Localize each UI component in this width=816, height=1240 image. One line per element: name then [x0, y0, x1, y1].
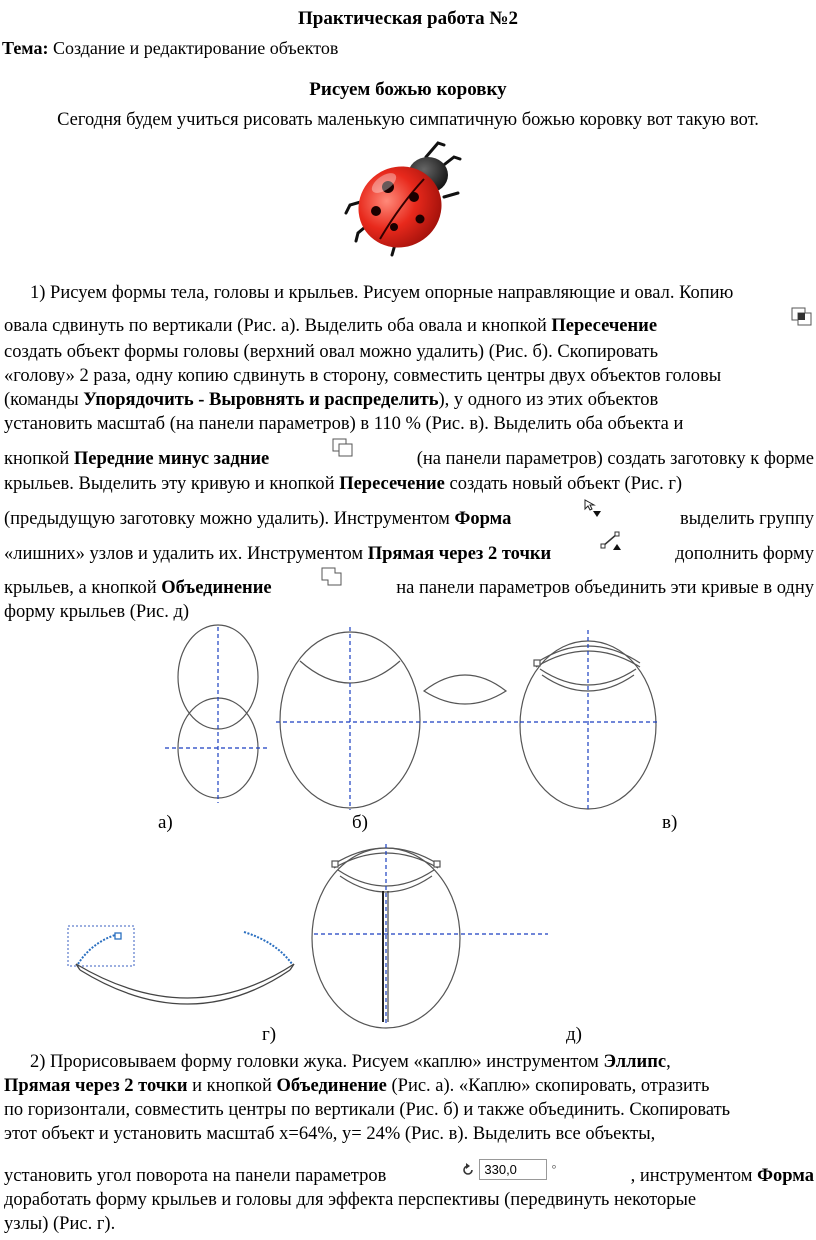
step2-line-5: установить угол поворота на панели параметров 330,0 ° , инструментом Форма — [4, 1166, 814, 1187]
figure-g — [68, 926, 294, 1004]
step2-line-6: доработать форму крыльев и головы для эффекта перспективы (передвинуть некоторые — [4, 1190, 697, 1210]
step2-line-1: 2) Прорисовываем форму головки жука. Рисуем «каплю» инструментом Эллипс, — [30, 1052, 671, 1072]
figure-g-label: г) — [262, 1024, 277, 1045]
rotate-icon — [460, 1162, 476, 1178]
step2-line-2: Прямая через 2 точки и кнопкой Объединение (Рис. а). «Каплю» скопировать, отразить — [4, 1076, 710, 1096]
figure-b-label: б) — [352, 812, 368, 833]
figure-a — [165, 625, 270, 803]
intro-text: Сегодня будем учиться рисовать маленькую симпатичную божью коровку вот такую вот. — [57, 110, 759, 130]
rotation-unit: ° — [551, 1162, 557, 1177]
topic-label: Тема: — [2, 38, 49, 58]
topic-text: Создание и редактирование объектов — [52, 38, 339, 58]
figure-lens — [424, 675, 506, 704]
figure-b — [276, 627, 520, 810]
figure-d-label: д) — [566, 1024, 582, 1045]
rotation-value: 330,0 — [479, 1159, 547, 1180]
figures-row-1 — [0, 625, 816, 815]
intersect-icon — [790, 306, 814, 328]
step1-line-7: кнопкой Передние минус задние (на панели параметров) создать заготовку к форме — [4, 449, 814, 470]
figure-a-label: а) — [158, 812, 173, 833]
step1-line-9: (предыдущую заготовку можно удалить). Инструментом Форма выделить группу — [4, 509, 814, 530]
step1-line-3: создать объект формы головы (верхний овал можно удалить) (Рис. б). Скопировать — [4, 342, 659, 362]
step1-line-1: 1) Рисуем формы тела, головы и крыльев. Рисуем опорные направляющие и овал. Копию — [30, 283, 734, 303]
back-minus-front-icon — [331, 437, 355, 459]
step1-line-12: форму крыльев (Рис. д) — [4, 602, 190, 622]
step2-line-3: по горизонтали, совместить центры по вертикали (Рис. б) и также объединить. Скопировать — [4, 1100, 731, 1120]
ladybug-image — [340, 135, 470, 265]
step1-line-5: (команды Упорядочить - Выровнять и распределить), у одного из этих объектов — [4, 390, 659, 410]
step1-line-8: крыльев. Выделить эту кривую и кнопкой Пересечение создать новый объект (Рис. г) — [4, 474, 683, 494]
step2-line-7: узлы) (Рис. г). — [4, 1214, 116, 1234]
step2-line-4: этот объект и установить масштаб x=64%, y= 24% (Рис. в). Выделить все объекты, — [4, 1124, 656, 1144]
step1-line-11: крыльев, а кнопкой Объединение на панели параметров объединить эти кривые в одну — [4, 578, 814, 599]
rotation-field — [460, 1152, 556, 1187]
step1-line-10: «лишних» узлов и удалить их. Инструментом Прямая через 2 точки дополнить форму — [4, 544, 814, 565]
section-title: Рисуем божью коровку — [309, 79, 507, 100]
figure-v — [520, 630, 660, 811]
line-2-points-icon — [599, 530, 623, 552]
step1-line-4: «голову» 2 раза, одну копию сдвинуть в сторону, совместить центры двух объектов головы — [4, 366, 722, 386]
figure-d — [312, 844, 548, 1028]
topic-line — [2, 38, 338, 59]
page-title: Практическая работа №2 — [297, 8, 519, 29]
weld-icon — [320, 566, 344, 588]
step1-line-6: установить масштаб (на панели параметров) в 110 % (Рис. в). Выделить оба объекта и — [4, 414, 684, 434]
figures-row-2 — [0, 836, 816, 1026]
figure-v-label: в) — [662, 812, 678, 833]
shape-tool-icon — [581, 497, 605, 519]
step1-line-2: овала сдвинуть по вертикали (Рис. а). Выделить оба овала и кнопкой Пересечение — [4, 316, 814, 337]
